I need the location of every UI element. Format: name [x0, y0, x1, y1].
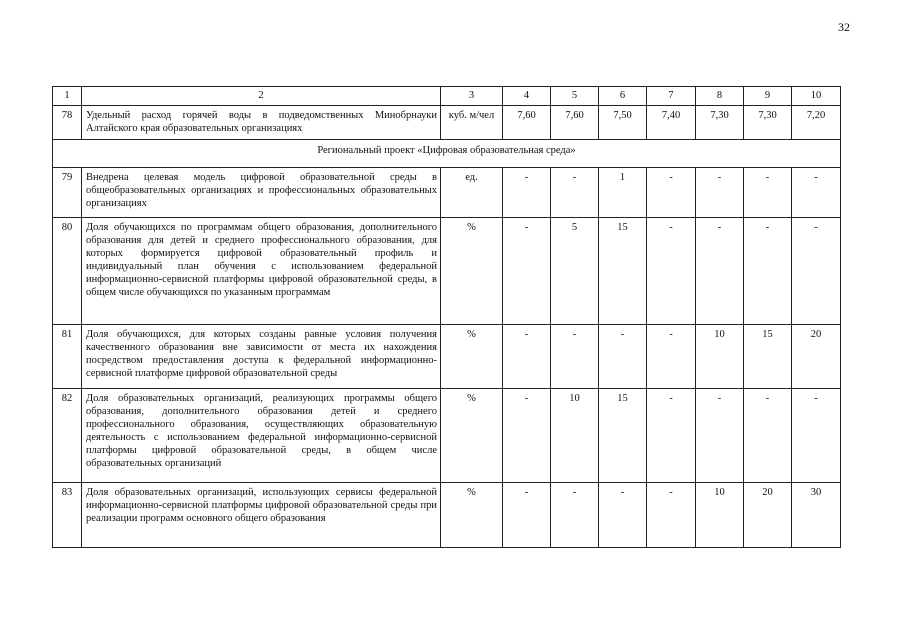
table-row — [53, 325, 841, 389]
row-number: 82 — [53, 389, 82, 483]
value-cell: - — [792, 389, 841, 483]
page-number: 32 — [838, 20, 850, 34]
indicator-description: Доля образовательных организаций, реализующих программы общего образования, дополнительного образования детей и среднего профессионального образования, осуществляющих образовательную деятельность с использованием федеральной информационно-сервисной платформы цифровой образовательной среды, в общем числе образовательных организаций — [82, 389, 441, 483]
value-cell: 1 — [599, 168, 647, 218]
table-row — [53, 218, 841, 325]
value-cell: 15 — [599, 218, 647, 325]
unit-cell: % — [441, 218, 503, 325]
value-cell: - — [503, 483, 551, 548]
value-cell: 7,40 — [647, 106, 696, 140]
table-row — [53, 483, 841, 548]
column-header: 5 — [551, 87, 599, 106]
unit-cell: ед. — [441, 168, 503, 218]
value-cell: 15 — [744, 325, 792, 389]
unit-cell: % — [441, 325, 503, 389]
row-number: 79 — [53, 168, 82, 218]
value-cell: - — [647, 483, 696, 548]
column-header: 6 — [599, 87, 647, 106]
table-row — [53, 106, 841, 140]
indicator-description: Доля обучающихся по программам общего образования, дополнительного образования для детей и среднего профессионального образования, для которых формируется цифровой образовательный профиль и индивидуальный план обучения с использованием федеральной информационно-сервисной платформы цифровой образовательной среды, в общем числе обучающихся по указанным программам — [82, 218, 441, 325]
value-cell: - — [696, 168, 744, 218]
indicator-description: Доля обучающихся, для которых созданы равные условия получения качественного образования вне зависимости от места их нахождения посредством предоставления доступа к федеральной информационно-сервисной платформе цифровой образовательной среды — [82, 325, 441, 389]
value-cell: - — [792, 218, 841, 325]
column-header: 2 — [82, 87, 441, 106]
value-cell: - — [503, 168, 551, 218]
column-header: 3 — [441, 87, 503, 106]
value-cell: 7,60 — [503, 106, 551, 140]
row-number: 78 — [53, 106, 82, 140]
value-cell: - — [744, 389, 792, 483]
value-cell: - — [647, 218, 696, 325]
indicators-table — [52, 86, 841, 548]
value-cell: - — [599, 483, 647, 548]
value-cell: 10 — [696, 483, 744, 548]
column-header: 9 — [744, 87, 792, 106]
value-cell: - — [744, 218, 792, 325]
value-cell: 7,50 — [599, 106, 647, 140]
row-number: 80 — [53, 218, 82, 325]
value-cell: 7,30 — [744, 106, 792, 140]
value-cell: 20 — [792, 325, 841, 389]
value-cell: - — [744, 168, 792, 218]
value-cell: - — [503, 218, 551, 325]
unit-cell: % — [441, 483, 503, 548]
value-cell: - — [647, 325, 696, 389]
column-header: 7 — [647, 87, 696, 106]
value-cell: 15 — [599, 389, 647, 483]
value-cell: 10 — [696, 325, 744, 389]
value-cell: - — [551, 325, 599, 389]
value-cell: 7,60 — [551, 106, 599, 140]
value-cell: - — [503, 325, 551, 389]
section-row — [53, 140, 841, 168]
table-row — [53, 168, 841, 218]
value-cell: 10 — [551, 389, 599, 483]
column-header: 4 — [503, 87, 551, 106]
unit-cell: куб. м/чел — [441, 106, 503, 140]
value-cell: 30 — [792, 483, 841, 548]
value-cell: 5 — [551, 218, 599, 325]
value-cell: - — [551, 483, 599, 548]
indicator-description: Доля образовательных организаций, использующих сервисы федеральной информационно-сервисной платформы цифровой образовательной среды при реализации программ основного общего образования — [82, 483, 441, 548]
column-header: 1 — [53, 87, 82, 106]
value-cell: - — [792, 168, 841, 218]
value-cell: - — [503, 389, 551, 483]
column-number-row — [53, 87, 841, 106]
indicator-description: Внедрена целевая модель цифровой образовательной среды в общеобразовательных организациях и профессиональных образовательных организациях — [82, 168, 441, 218]
value-cell: - — [551, 168, 599, 218]
column-header: 8 — [696, 87, 744, 106]
unit-cell: % — [441, 389, 503, 483]
value-cell: - — [696, 218, 744, 325]
value-cell: 7,20 — [792, 106, 841, 140]
row-number: 81 — [53, 325, 82, 389]
value-cell: - — [647, 168, 696, 218]
row-number: 83 — [53, 483, 82, 548]
value-cell: 20 — [744, 483, 792, 548]
value-cell: - — [696, 389, 744, 483]
value-cell: 7,30 — [696, 106, 744, 140]
value-cell: - — [599, 325, 647, 389]
indicator-description: Удельный расход горячей воды в подведомственных Минобрнауки Алтайского края образовательных организациях — [82, 106, 441, 140]
table-row — [53, 389, 841, 483]
column-header: 10 — [792, 87, 841, 106]
section-title: Региональный проект «Цифровая образовательная среда» — [53, 140, 841, 168]
value-cell: - — [647, 389, 696, 483]
